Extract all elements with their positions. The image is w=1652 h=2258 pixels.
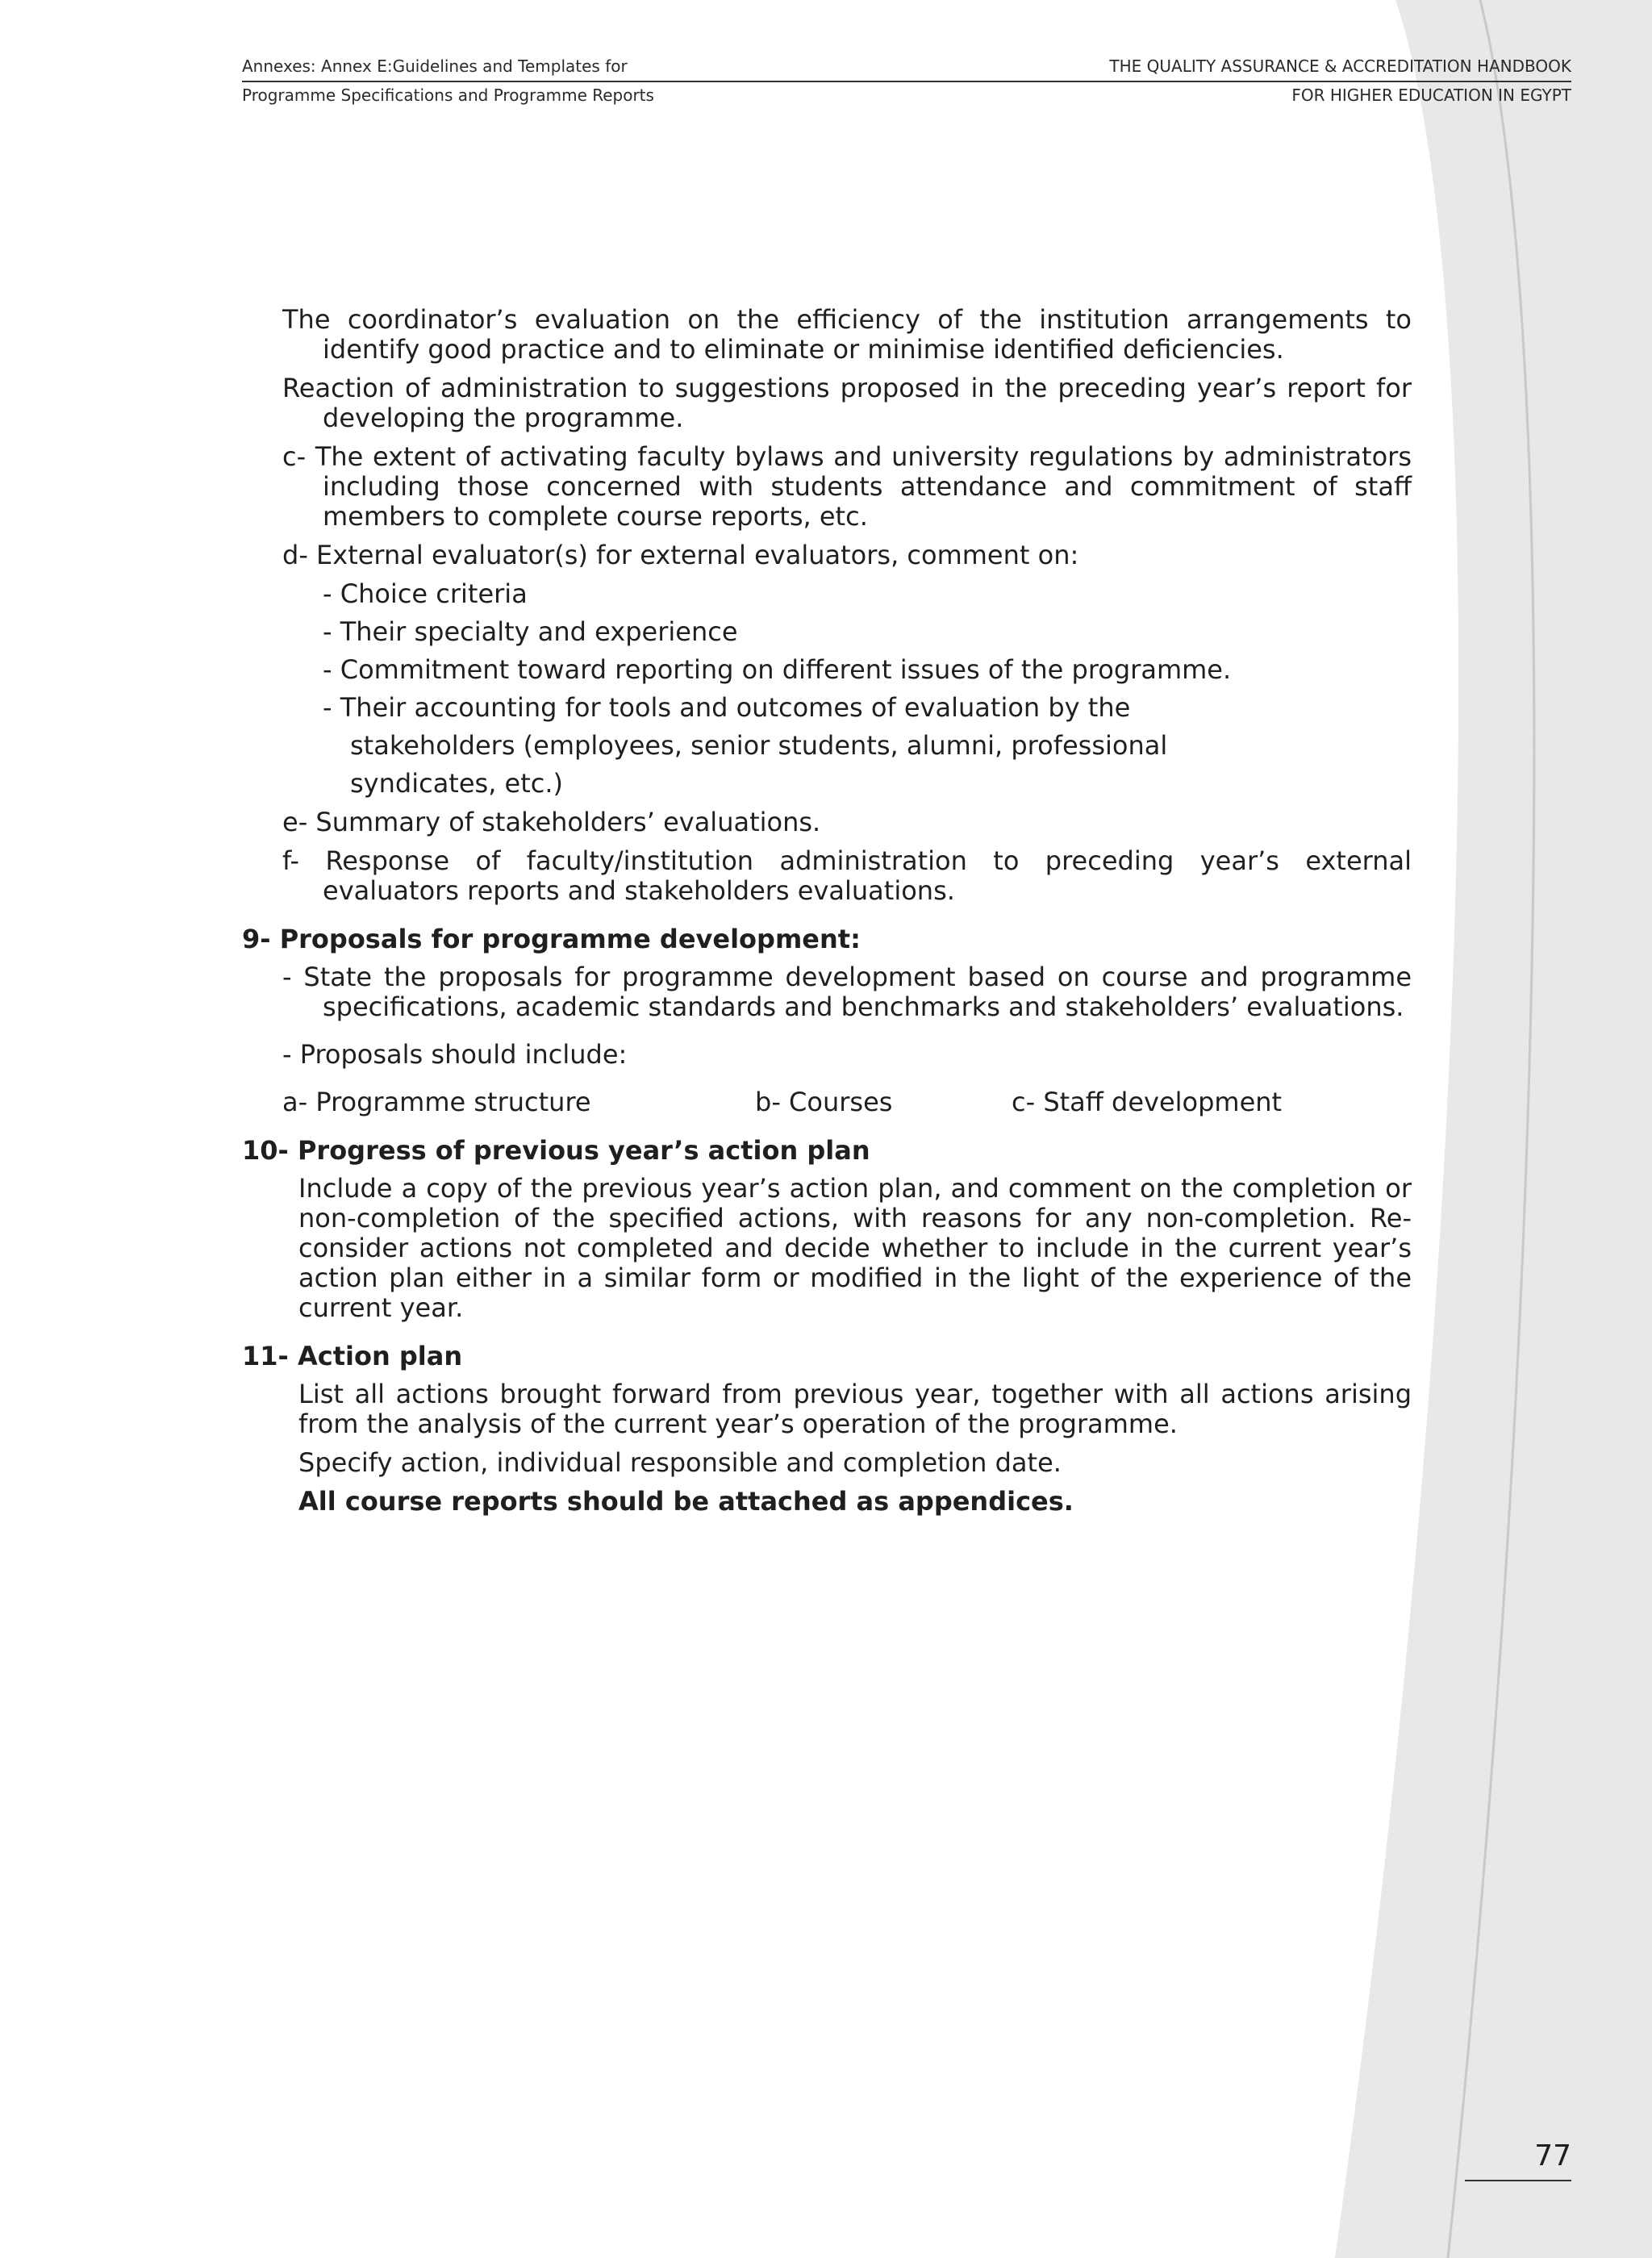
header-left-line2: Programme Specifications and Programme Reports bbox=[242, 86, 654, 105]
section-10-heading: 10- Progress of previous year’s action plan bbox=[242, 1135, 870, 1166]
paragraph-reaction: Reaction of administration to suggestions proposed in the preceding year’s report for developing the programme. bbox=[282, 373, 1412, 433]
header-right-line2: FOR HIGHER EDUCATION IN EGYPT bbox=[1291, 86, 1571, 105]
header-left-line1: Annexes: Annex E:Guidelines and Templates for bbox=[242, 56, 628, 76]
paragraph-e: e- Summary of stakeholders’ evaluations. bbox=[282, 807, 821, 837]
header-right-line1: THE QUALITY ASSURANCE & ACCREDITATION HANDBOOK bbox=[1109, 56, 1571, 76]
section-10-body: Include a copy of the previous year’s action plan, and comment on the completion or non-completion of the specified actions, with reasons for any non-completion. Re-consider actions not completed and decide whether to include in the current year’s action plan either in a similar form or modified in the light of the experience of the current year. bbox=[298, 1173, 1412, 1323]
list-item-accounting-cont2: syndicates, etc.) bbox=[350, 768, 564, 799]
header-rule bbox=[242, 81, 1571, 82]
paragraph-d: d- External evaluator(s) for external evaluators, comment on: bbox=[282, 540, 1079, 570]
list-item-accounting-cont1: stakeholders (employees, senior students, alumni, professional bbox=[350, 730, 1168, 761]
section-9-proposal-columns bbox=[242, 1087, 1412, 1117]
paragraph-f: f- Response of faculty/institution administration to preceding year’s external evaluators reports and stakeholders evaluations. bbox=[282, 845, 1412, 906]
list-item-accounting: - Their accounting for tools and outcomes of evaluation by the bbox=[323, 692, 1131, 723]
proposal-programme-structure: a- Programme structure bbox=[282, 1087, 591, 1117]
list-item-specialty: - Their specialty and experience bbox=[323, 616, 738, 647]
section-11-body-3: All course reports should be attached as appendices. bbox=[298, 1486, 1074, 1517]
section-11-heading: 11- Action plan bbox=[242, 1341, 463, 1371]
paragraph-c: c- The extent of activating faculty bylaws and university regulations by administrators including those concerned with students attendance and commitment of staff members to complete course reports, etc. bbox=[282, 441, 1412, 532]
page-number-text: 77 bbox=[1534, 2139, 1571, 2172]
page-number bbox=[1465, 2139, 1571, 2172]
section-9-heading: 9- Proposals for programme development: bbox=[242, 924, 861, 954]
page-content bbox=[242, 305, 1412, 1526]
section-9-item-state: - State the proposals for programme development based on course and programme specifications, academic standards and benchmarks and stakeholders’ evaluations. bbox=[282, 962, 1412, 1022]
page-number-rule bbox=[1465, 2180, 1571, 2181]
section-9-item-include: - Proposals should include: bbox=[282, 1039, 628, 1070]
section-11-body-1: List all actions brought forward from previous year, together with all actions arising from the analysis of the current year’s operation of the programme. bbox=[298, 1379, 1412, 1439]
list-item-choice-criteria: - Choice criteria bbox=[323, 578, 528, 609]
proposal-staff-development: c- Staff development bbox=[1012, 1087, 1283, 1117]
section-11-body-2: Specify action, individual responsible and completion date. bbox=[298, 1447, 1062, 1478]
proposal-courses: b- Courses bbox=[755, 1087, 893, 1117]
paragraph-coordinator: The coordinator’s evaluation on the efficiency of the institution arrangements to identify good practice and to eliminate or minimise identified deficiencies. bbox=[282, 304, 1412, 365]
list-item-commitment: - Commitment toward reporting on different issues of the programme. bbox=[323, 654, 1232, 685]
